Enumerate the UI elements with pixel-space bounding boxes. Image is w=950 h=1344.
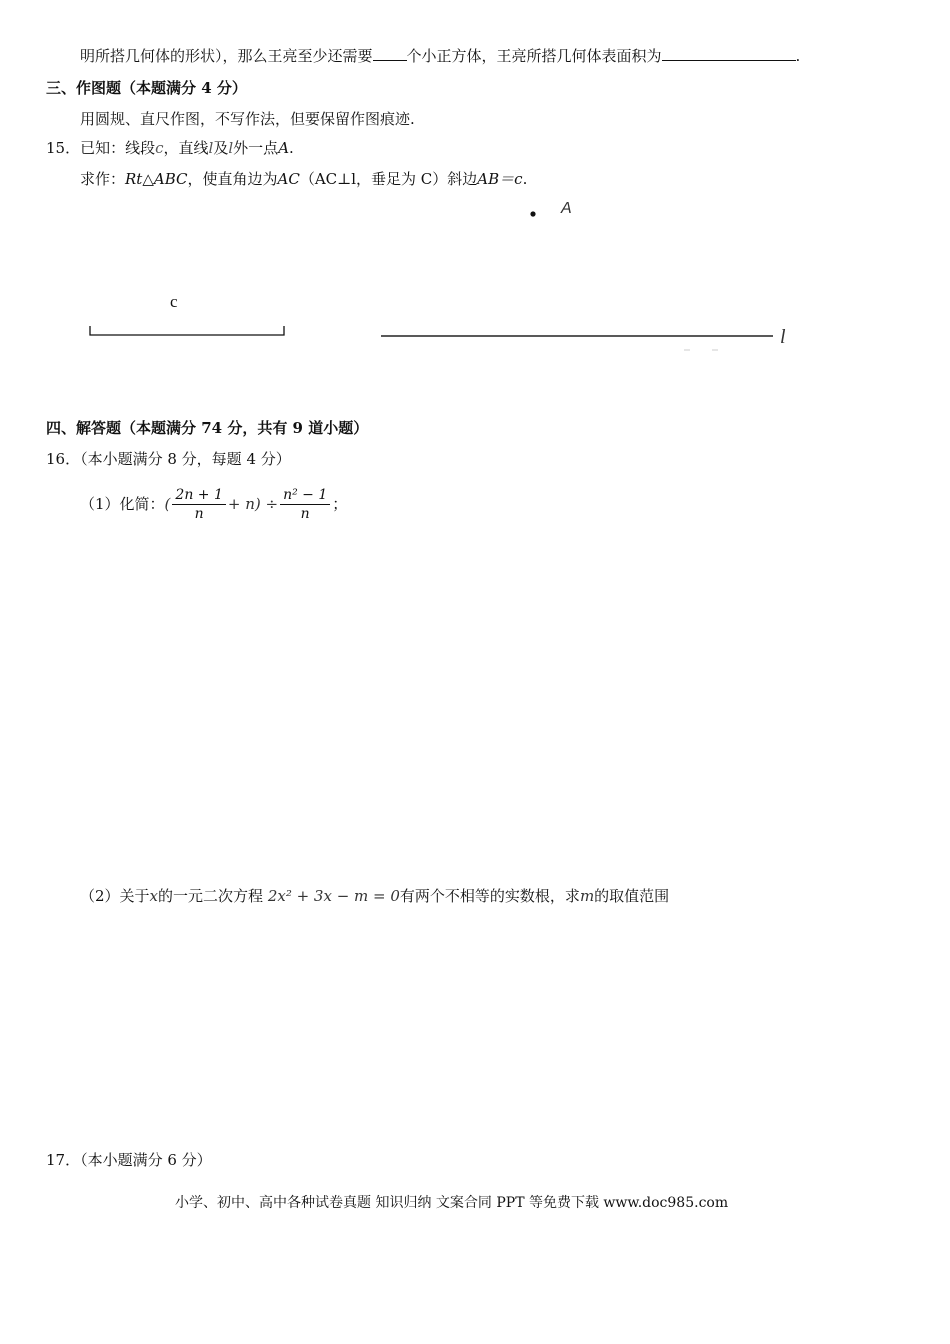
q15-construct-rt: Rt — [125, 170, 143, 188]
q16-part2-label: （2）关于 — [80, 887, 150, 905]
continuation-text-3: . — [795, 47, 801, 65]
q15-given-end: . — [289, 139, 294, 157]
answer-blank-cubes — [373, 46, 407, 61]
segment-c — [90, 326, 284, 335]
section3-heading: 三、作图题（本题满分 4 分） — [46, 79, 247, 97]
q15-given-and: 及 — [213, 139, 229, 157]
q17-number: 17． — [46, 1151, 81, 1169]
q15-construct-ab: AB＝c — [477, 170, 523, 188]
q16-fraction-1-numerator: 2n + 1 — [175, 486, 223, 503]
q17-header: （本小题满分 6 分） — [80, 1151, 212, 1169]
point-a-dot — [530, 211, 535, 216]
q16-part1-end: ； — [332, 495, 348, 513]
section4-heading: 四、解答题（本题满分 74 分，共有 9 道小题） — [46, 419, 369, 437]
q15-construct-paren: （AC⊥l，垂足为 C）斜边 — [299, 170, 478, 188]
q16-fraction-2-numerator: n² − 1 — [283, 486, 328, 503]
q15-number: 15． — [46, 139, 81, 157]
q16-part1-open: ( — [164, 495, 171, 513]
answer-blank-area — [662, 46, 796, 61]
q16-number: 16． — [46, 450, 81, 468]
section3-instruction: 用圆规、直尺作图，不写作法，但要保留作图痕迹. — [80, 110, 415, 128]
continuation-line — [80, 46, 800, 66]
q16-part2-end: 的取值范围 — [594, 887, 670, 905]
q16-fraction-2 — [280, 486, 330, 523]
q15-given-l2: l — [228, 139, 234, 157]
q15-construct-mid: ，使直角边为 — [187, 170, 278, 188]
q16-part1-plus: + n) ÷ — [227, 495, 279, 513]
q15-construct-ac: AC — [277, 170, 300, 188]
q16-fraction-1-denominator: n — [172, 504, 225, 523]
q16-fraction-2-denominator: n — [280, 504, 330, 523]
q16-header: （本小题满分 8 分，每题 4 分） — [80, 450, 291, 468]
q16-part2-x: x — [149, 887, 159, 905]
q16-part2-mid: 的一元二次方程 — [158, 887, 264, 905]
q15-given — [46, 138, 294, 158]
q15-given-a: A — [278, 139, 290, 157]
q15-figure — [0, 190, 950, 360]
q15-construct-tri: △ABC — [142, 170, 188, 188]
q15-given-suffix: 外一点 — [233, 139, 279, 157]
point-a-label: A — [561, 200, 572, 217]
q15-construct — [80, 169, 527, 189]
q16-part2-m: m — [579, 887, 595, 905]
q16-fraction-1 — [172, 486, 225, 523]
q16-header-line — [46, 449, 291, 469]
continuation-text-1: 明所搭几何体的形状），那么王亮至少还需要 — [80, 47, 373, 65]
page-footer: 小学、初中、高中各种试卷真题 知识归纳 文案合同 PPT 等免费下载 www.doc985.com — [175, 1195, 729, 1211]
q16-part2-equation: 2x² + 3x − m = 0 — [267, 887, 400, 905]
q17-header-line — [46, 1150, 212, 1170]
q16-part1 — [80, 481, 347, 527]
segment-c-label: c — [170, 292, 178, 311]
continuation-text-2: 个小正方体，王亮所搭几何体表面积为 — [406, 47, 662, 65]
q15-construct-prefix: 求作： — [80, 170, 126, 188]
q16-part2-mid2: 有两个不相等的实数根，求 — [399, 887, 580, 905]
q16-part1-label: （1）化简： — [80, 495, 165, 513]
q15-given-mid: ，直线 — [163, 139, 209, 157]
q15-construct-end: . — [522, 170, 528, 188]
q15-given-c: c — [155, 139, 164, 157]
q16-part2 — [80, 886, 669, 906]
q15-given-prefix: 已知：线段 — [80, 139, 156, 157]
q15-given-l1: l — [208, 139, 214, 157]
line-l-label: l — [780, 326, 786, 348]
